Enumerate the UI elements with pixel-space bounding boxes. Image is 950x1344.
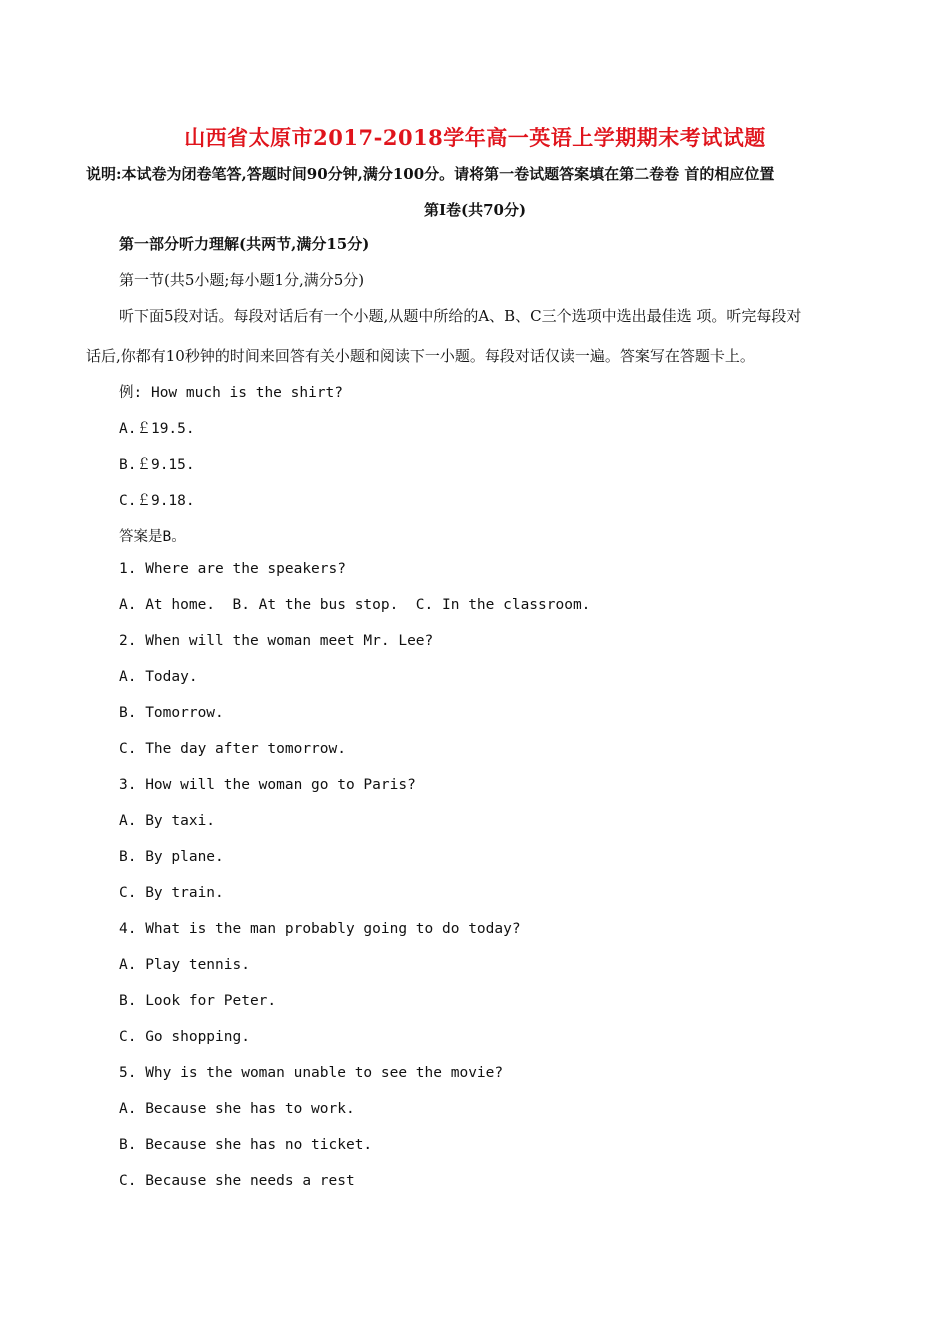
question-line: 2. When will the woman meet Mr. Lee? [119,633,434,649]
question-line: C. Because she needs a rest [119,1173,355,1189]
question-line: C. Go shopping. [119,1029,250,1045]
section-heading: 第一节(共5小题;每小题1分,满分5分) [119,271,365,289]
question-line: 4. What is the man probably going to do today? [119,921,521,937]
question-line: A. By taxi. [119,813,216,829]
question-line: 1. Where are the speakers? [119,561,346,577]
question-line: C. The day after tomorrow. [119,741,346,757]
question-line: 3. How will the woman go to Paris? [119,777,416,793]
listening-instructions-line-1: 听下面5段对话。每段对话后有一个小题,从题中所给的A、B、C三个选项中选出最佳选 项。听完每段对 [119,307,802,325]
question-line: B. Tomorrow. [119,705,224,721]
page-title: 山西省太原市2017-2018学年高一英语上学期期末考试试题 [184,125,766,150]
question-line: A. Play tennis. [119,957,250,973]
question-line: A. Because she has to work. [119,1101,355,1117]
exam-instructions-note: 说明:本试卷为闭卷笔答,答题时间90分钟,满分100分。请将第一卷试题答案填在第二卷卷 首的相应位置 [86,165,775,183]
volume-heading: 第Ⅰ卷(共70分) [423,201,527,219]
question-line: B. Because she has no ticket. [119,1137,373,1153]
question-line: C. By train. [119,885,224,901]
question-line: A.￡19.5. [119,421,195,437]
question-line: B.￡9.15. [119,457,195,473]
question-line: A. At home. B. At the bus stop. C. In the classroom. [119,597,591,613]
question-line: 例: How much is the shirt? [119,385,344,401]
question-line: C.￡9.18. [119,493,195,509]
question-line: B. By plane. [119,849,224,865]
part-heading: 第一部分听力理解(共两节,满分15分) [119,235,370,253]
question-line: A. Today. [119,669,198,685]
listening-instructions-line-2: 话后,你都有10秒钟的时间来回答有关小题和阅读下一小题。每段对话仅读一遍。答案写在答题卡上。 [86,347,755,365]
question-line: 答案是B。 [119,529,186,545]
question-line: 5. Why is the woman unable to see the movie? [119,1065,504,1081]
question-line: B. Look for Peter. [119,993,277,1009]
